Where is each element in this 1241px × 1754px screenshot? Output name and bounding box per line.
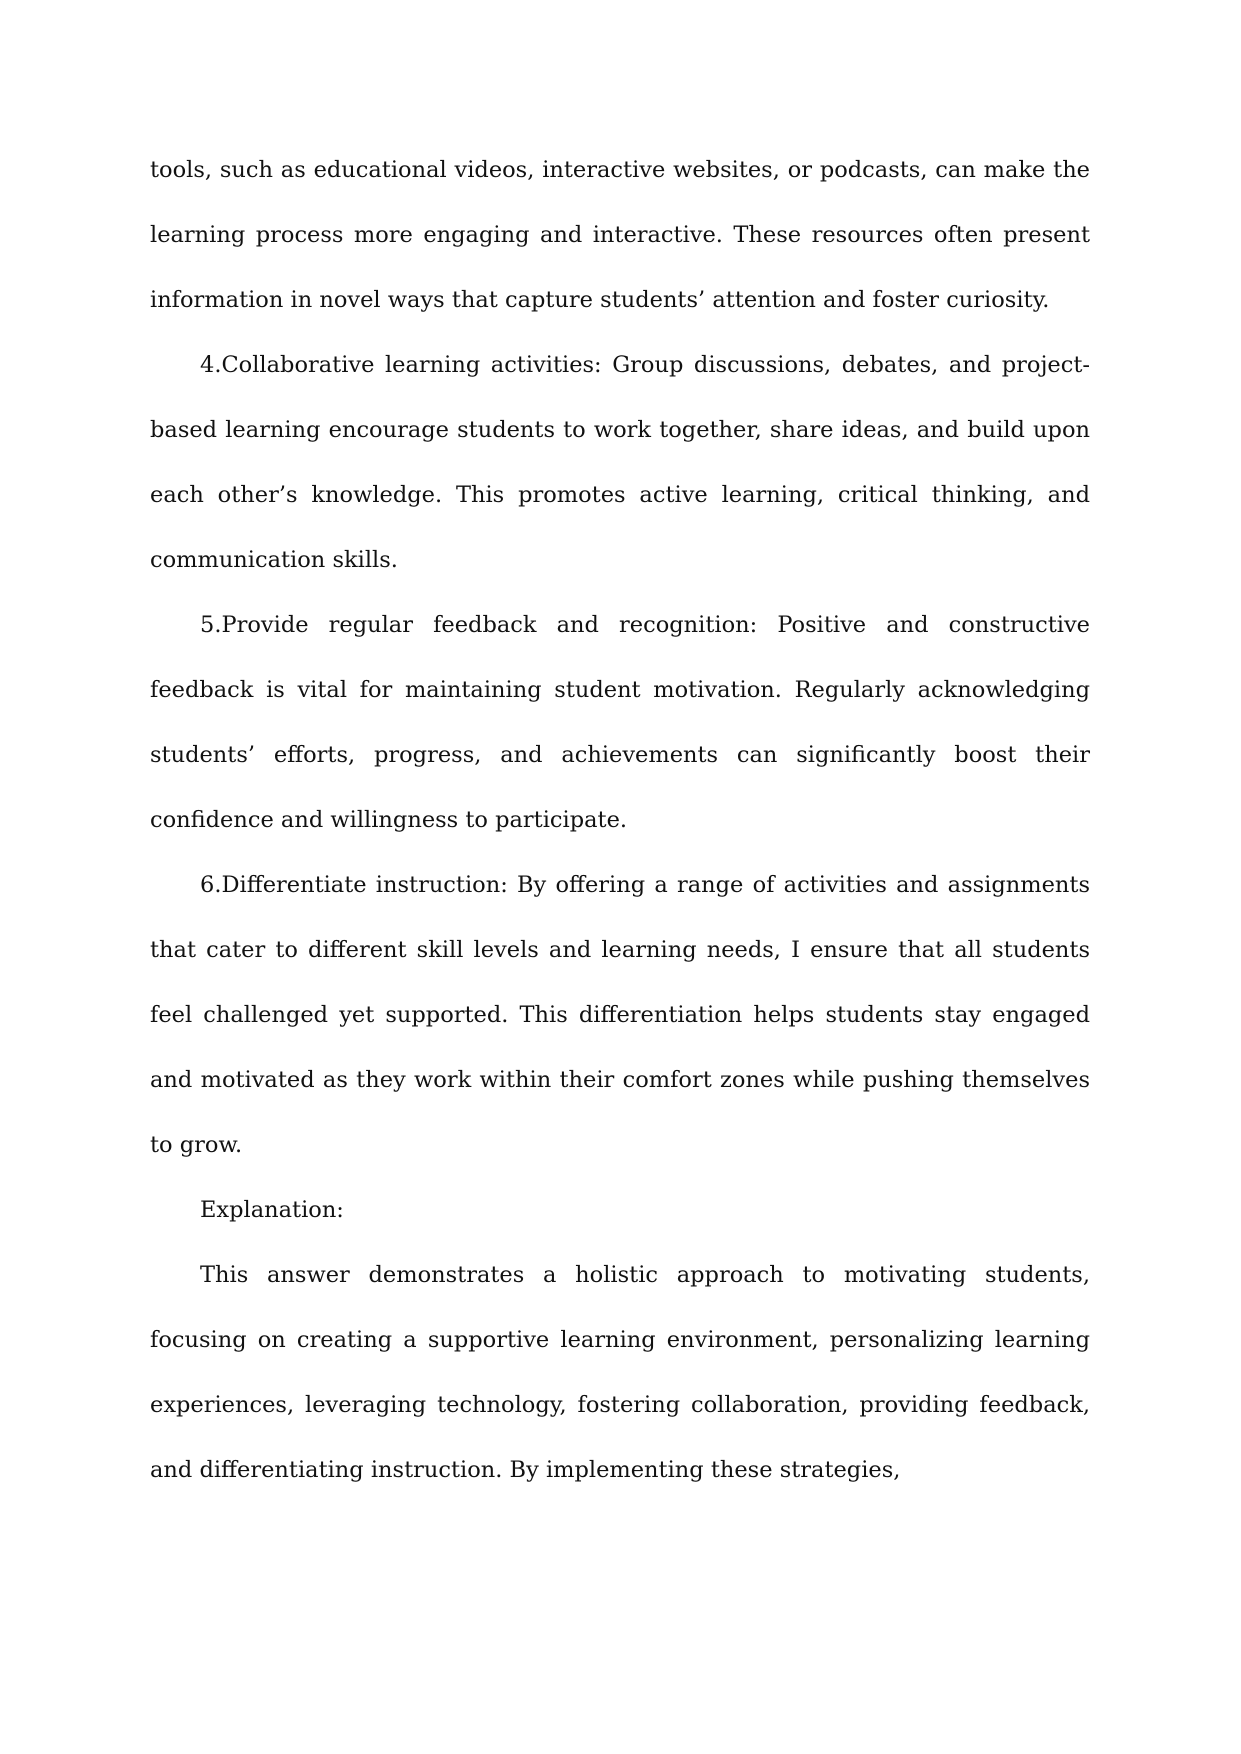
- paragraph-tools-continuation: tools, such as educational videos, interactive websites, or podcasts, can make the learning process more engaging and interactive. These resources often present information in novel ways that capture students’ attention and foster curiosity.: [150, 157, 1090, 313]
- document-body: [150, 138, 1090, 1503]
- paragraph-differentiate-instruction: 6.Differentiate instruction: By offering a range of activities and assignments that cater to different skill levels and learning needs, I ensure that all students feel challenged yet supported. This differentiation helps students stay engaged and motivated as they work within their comfort zones while pushing themselves to grow.: [150, 872, 1090, 1158]
- explanation-heading: Explanation:: [200, 1197, 344, 1223]
- paragraph-collaborative-learning: 4.Collaborative learning activities: Group discussions, debates, and project-based learning encourage students to work together, share ideas, and build upon each other’s knowledge. This promotes active learning, critical thinking, and communication skills.: [150, 352, 1090, 573]
- paragraph-explanation: This answer demonstrates a holistic approach to motivating students, focusing on creating a supportive learning environment, personalizing learning experiences, leveraging technology, fostering collaboration, providing feedback, and differentiating instruction. By implementing these strategies,: [150, 1262, 1090, 1483]
- paragraph-feedback-recognition: 5.Provide regular feedback and recognition: Positive and constructive feedback is vital for maintaining student motivation. Regularly acknowledging students’ efforts, progress, and achievements can significantly boost their confidence and willingness to participate.: [150, 612, 1090, 833]
